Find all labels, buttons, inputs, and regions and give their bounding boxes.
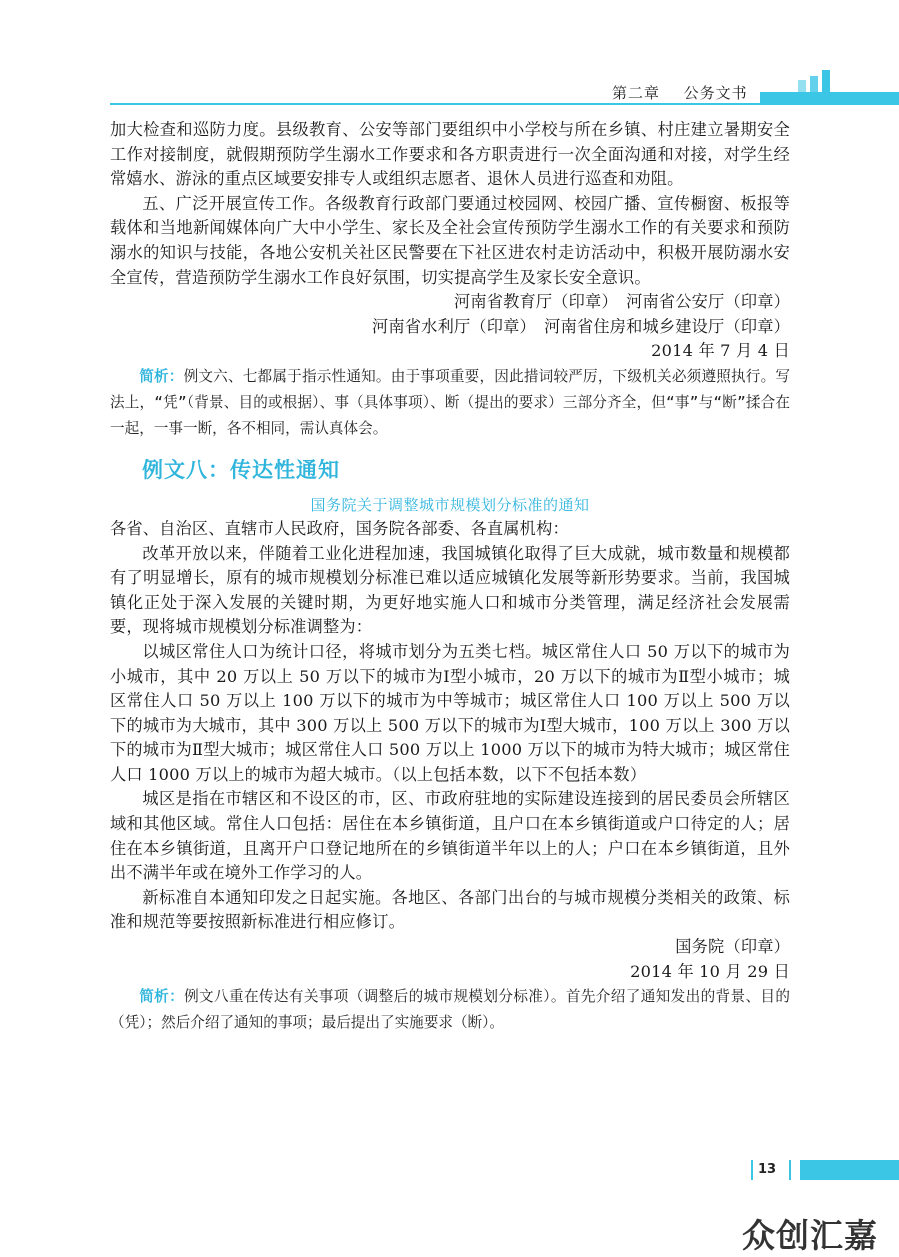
document-title: 国务院关于调整城市规模划分标准的通知 xyxy=(310,495,590,514)
salutation: 各省、自治区、直辖市人民政府，国务院各部委、各直属机构： xyxy=(110,518,569,538)
analysis-label: 简析： xyxy=(139,367,184,385)
analysis-label: 简析： xyxy=(139,988,185,1006)
chapter-label: 第二章 xyxy=(612,84,661,102)
date-line: 2014 年 7 月 4 日 xyxy=(651,341,790,361)
section-heading: 例文八：传达性通知 xyxy=(142,457,340,482)
footer-bar xyxy=(800,1160,899,1180)
signature-line: 河南省教育厅（印章） 河南省公安厅（印章） xyxy=(453,292,790,312)
signature-line: 国务院（印章） xyxy=(675,937,790,957)
analysis-block xyxy=(110,984,790,1036)
page-number-divider xyxy=(789,1160,791,1180)
page-number-divider xyxy=(751,1160,753,1180)
paragraph: 改革开放以来，伴随着工业化进程加速，我国城镇化取得了巨大成就，城市数量和规模都有了明显增长，原有的城市规模划分标准已难以适应城镇化发展等新形势要求。当前，我国城镇化正处于深入发展的关键时期，为更好地实施人口和城市分类管理，满足经济社会发展需要，现将城市规模划分标准调整为： xyxy=(110,543,790,637)
page-number: 13 xyxy=(758,1162,777,1177)
running-header xyxy=(612,82,748,103)
watermark-logo: 众创汇嘉 xyxy=(742,1216,878,1255)
paragraph: 五、广泛开展宣传工作。各级教育行政部门要通过校园网、校园广播、宣传橱窗、板报等载体和当地新闻媒体向广大中小学生、家长及全社会宣传预防学生溺水工作的有关要求和预防溺水的知识与技能，各地公安机关社区民警要在下社区进农村走访活动中，积极开展防溺水安全宣传，营造预防学生溺水工作良好氛围，切实提高学生及家长安全意识。 xyxy=(110,193,790,287)
paragraph: 以城区常住人口为统计口径，将城市划分为五类七档。城区常住人口 50 万以下的城市为小城市，其中 20 万以上 50 万以下的城市为Ⅰ型小城市，20 万以下的城市为Ⅱ型小城市；城区常住人口 50 万以上 100 万以下的城市为中等城市；城区常住人口 100 万以上 500 万以下的城市为大城市，其中 300 万以上 500 万以下的城市为Ⅰ型大城市，100 万以上 300 万以下的城市为Ⅱ型大城市；城区常住人口 500 万以上 1000 万以下的城市为特大城市；城区常住人口 1000 万以上的城市为超大城市。（以上包括本数，以下不包括本数） xyxy=(110,641,790,784)
page-content xyxy=(110,118,790,1036)
analysis-block xyxy=(110,364,790,442)
paragraph: 加大检查和巡防力度。县级教育、公安等部门要组织中小学校与所在乡镇、村庄建立暑期安全工作对接制度，就假期预防学生溺水工作要求和各方职责进行一次全面沟通和对接，对学生经常嬉水、游泳的重点区域要安排专人或组织志愿者、退休人员进行巡查和劝阻。 xyxy=(110,120,790,189)
header-bars-decoration xyxy=(760,64,899,104)
paragraph: 新标准自本通知印发之日起实施。各地区、各部门出台的与城市规模分类相关的政策、标准和规范等要按照新标准进行相应修订。 xyxy=(110,887,790,932)
analysis-text: 例文八重在传达有关事项（调整后的城市规模划分标准）。首先介绍了通知发出的背景、目的（凭）；然后介绍了通知的事项；最后提出了实施要求（断）。 xyxy=(110,988,790,1032)
section-label: 公务文书 xyxy=(683,84,748,102)
header-rule xyxy=(110,103,899,105)
date-line: 2014 年 10 月 29 日 xyxy=(630,961,790,981)
signature-line: 河南省水利厅（印章） 河南省住房和城乡建设厅（印章） xyxy=(372,316,790,336)
paragraph: 城区是指在市辖区和不设区的市，区、市政府驻地的实际建设连接到的居民委员会所辖区域和其他区域。常住人口包括：居住在本乡镇街道，且户口在本乡镇街道或户口待定的人；居住在本乡镇街道，且离开户口登记地所在的乡镇街道半年以上的人；户口在本乡镇街道，且外出不满半年或在境外工作学习的人。 xyxy=(110,789,790,883)
analysis-text: 例文六、七都属于指示性通知。由于事项重要，因此措词较严厉，下级机关必须遵照执行。写法上，“凭”（背景、目的或根据）、事（具体事项）、断（提出的要求）三部分齐全，但“事”与“断”揉合在一起，一事一断，各不相同，需认真体会。 xyxy=(110,367,790,437)
